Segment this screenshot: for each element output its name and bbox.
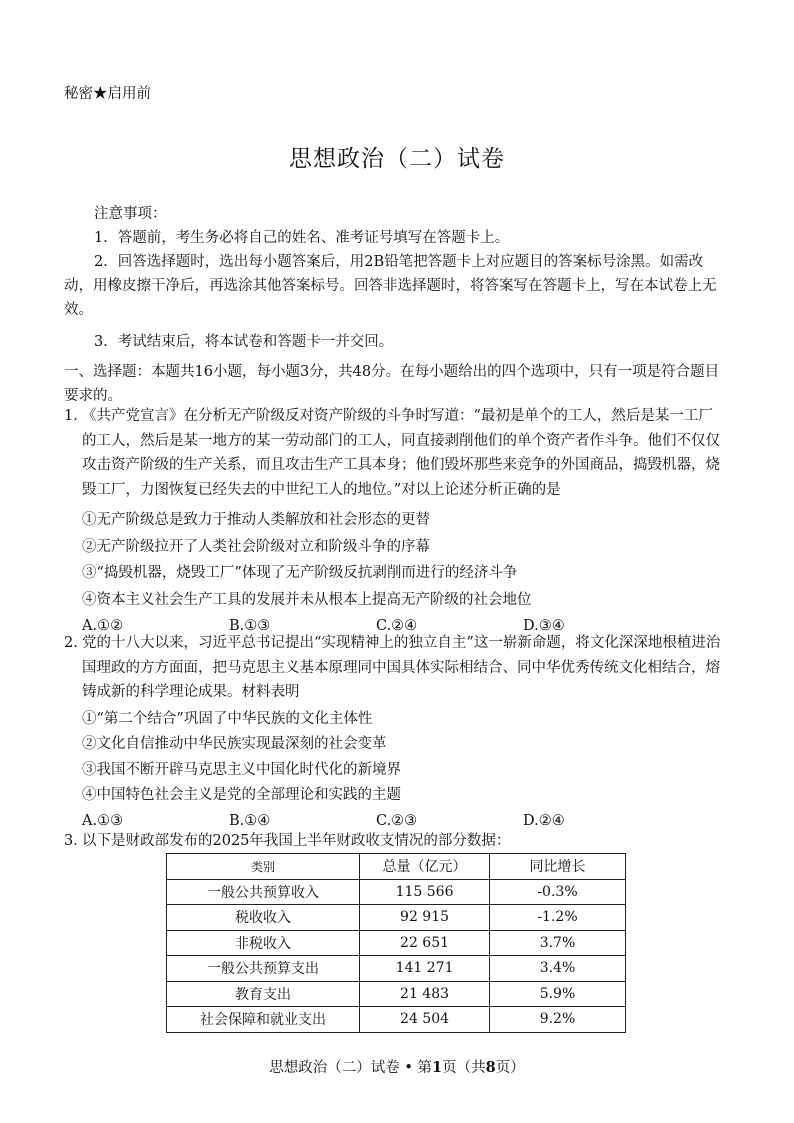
table-cell: 5.9% — [489, 981, 625, 1007]
instructions — [64, 202, 724, 354]
instruction-item-2: 2．回答选择题时，选出每小题答案后，用2B铅笔把答题卡上对应题目的答案标号涂黑。如需改动，用橡皮擦干净后，再选涂其他答案标号。回答非选择题时，将答案写在答题卡上，写在本试卷上无效。 — [64, 254, 717, 318]
choice-b: B.①④ — [229, 812, 271, 829]
question-3 — [64, 829, 724, 854]
statement-1: ①“第二个结合”巩固了中华民族的文化主体性 — [82, 710, 373, 727]
header-total: 总量（亿元） — [360, 854, 490, 880]
footer-total-pages: 8 — [485, 1059, 496, 1076]
table-cell: 22 651 — [360, 930, 490, 956]
instruction-item-3: 3．考试结束后，将本试卷和答题卡一并交回。 — [94, 334, 394, 350]
question-stem: 《共产党宣言》在分析无产阶级反对资产阶级的斗争时写道：“最初是单个的工人，然后是某一工厂的工人，然后是某一地方的某一劳动部门的工人，同直接剥削他们的单个资产者作斗争。他们不仅仅攻击资产阶级的生产关系，而且攻击生产工具本身；他们毁坏那些来竞争的外国商品，捣毁机器，烧毁工厂，力图恢复已经失去的中世纪工人的地位。”对以上论述分析正确的是 — [82, 408, 720, 498]
statement-4: ④资本主义社会生产工具的发展并未从根本上提高无产阶级的社会地位 — [82, 591, 532, 608]
page-footer — [0, 1056, 794, 1077]
instruction-item-1: 1．答题前，考生务必将自己的姓名、准考证号填写在答题卡上。 — [94, 230, 510, 246]
choice-d: D.②④ — [523, 812, 565, 829]
table-row — [167, 981, 626, 1007]
table-cell: 24 504 — [360, 1007, 490, 1033]
statement-4: ④中国特色社会主义是党的全部理论和实践的主题 — [82, 787, 401, 803]
statement-3: ③“捣毁机器，烧毁工厂”体现了无产阶级反抗剥削而进行的经济斗争 — [82, 565, 518, 581]
footer-middle: 页（共 — [442, 1060, 486, 1076]
header-category: 类别 — [167, 854, 360, 880]
table-cell: 9.2% — [489, 1007, 625, 1033]
header-growth: 同比增长 — [489, 854, 625, 880]
confidential-label: 秘密★启用前 — [64, 86, 151, 102]
table-row — [167, 879, 626, 905]
page-title: 思想政治（二）试卷 — [289, 146, 505, 172]
table-cell: 教育支出 — [167, 981, 360, 1007]
footer-suffix: 页） — [495, 1060, 525, 1076]
table-cell: 141 271 — [360, 956, 490, 982]
question-stem: 党的十八大以来，习近平总书记提出“实现精神上的独立自主”这一崭新命题，将文化深深地根植进治国理政的方方面面，把马克思主义基本原理同中国具体实际相结合、同中华优秀传统文化相结合，熔铸成新的科学理论成果。材料表明 — [82, 635, 721, 700]
table-cell: -1.2% — [489, 905, 625, 931]
choice-a: A.①② — [82, 618, 124, 634]
table-header-row — [167, 854, 626, 880]
instructions-heading: 注意事项： — [94, 206, 167, 222]
table-row — [167, 905, 626, 931]
table-cell: 115 566 — [360, 879, 490, 905]
choice-b: B.①③ — [229, 618, 271, 634]
footer-prefix: 思想政治（二）试卷 • 第 — [269, 1060, 433, 1076]
statement-3: ③我国不断开辟马克思主义中国化时代化的新境界 — [82, 761, 401, 778]
footer-page-number: 1 — [432, 1059, 443, 1076]
table-cell: 税收收入 — [167, 905, 360, 931]
question-1 — [64, 404, 724, 639]
table-cell: 3.7% — [489, 930, 625, 956]
table-row — [167, 956, 626, 982]
choice-a: A.①③ — [82, 812, 124, 829]
table-cell: 非税收入 — [167, 930, 360, 956]
table-cell: 92 915 — [360, 905, 490, 931]
question-stem: 以下是财政部发布的2025年我国上半年财政收支情况的部分数据： — [82, 833, 511, 849]
table-cell: 21 483 — [360, 981, 490, 1007]
table-cell: -0.3% — [489, 879, 625, 905]
question-number: 1． — [64, 408, 88, 424]
table-row — [167, 930, 626, 956]
fiscal-data-table — [166, 853, 626, 1033]
choice-d: D.③④ — [523, 618, 565, 634]
statement-1: ①无产阶级总是致力于推动人类解放和社会形态的更替 — [82, 512, 430, 528]
table-row — [167, 1007, 626, 1033]
table-cell: 一般公共预算收入 — [167, 879, 360, 905]
question-number: 2． — [64, 635, 88, 651]
choice-c: C.②③ — [376, 812, 418, 829]
statement-2: ②无产阶级拉开了人类社会阶级对立和阶级斗争的序幕 — [82, 538, 430, 555]
choice-c: C.②④ — [376, 618, 418, 634]
statement-2: ②文化自信推动中华民族实现最深刻的社会变革 — [82, 736, 387, 752]
question-number: 3． — [64, 833, 88, 849]
question-2 — [64, 631, 724, 833]
table-cell: 一般公共预算支出 — [167, 956, 360, 982]
table-cell: 社会保障和就业支出 — [167, 1007, 360, 1033]
section-1-intro: 一、选择题：本题共16小题，每小题3分，共48分。在每小题给出的四个选项中，只有一项是符合题目要求的。 — [64, 364, 720, 404]
table-cell: 3.4% — [489, 956, 625, 982]
